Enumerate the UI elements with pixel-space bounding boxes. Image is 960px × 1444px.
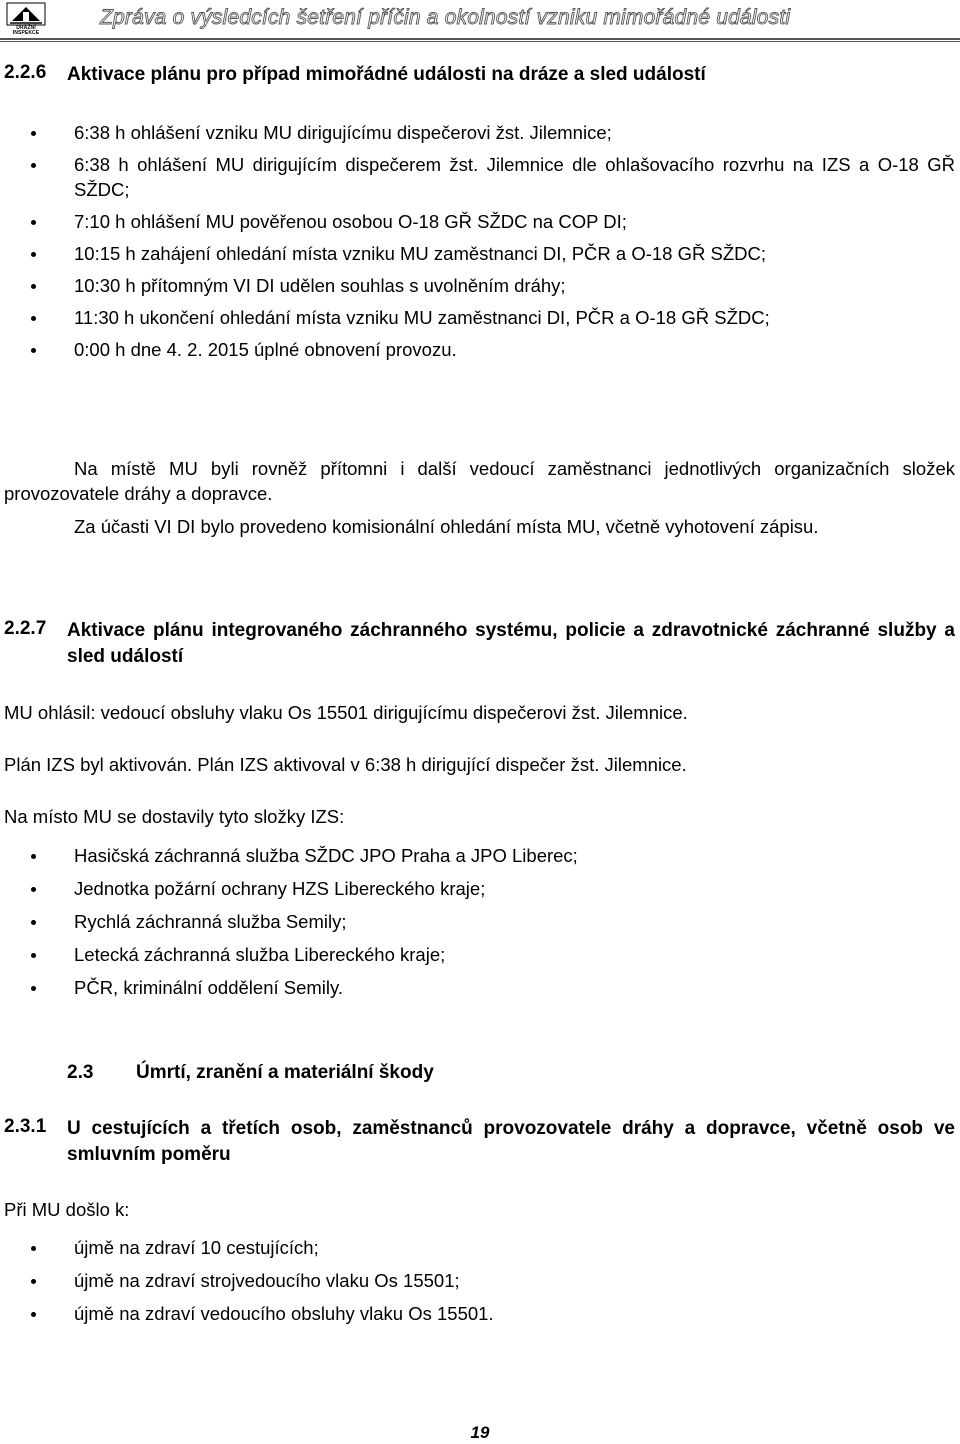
bullet-icon [31, 920, 36, 925]
ies-unit-text: Rychlá záchranná služba Semily; [74, 911, 347, 932]
section-226-title: Aktivace plánu pro případ mimořádné události na dráze a sled událostí [67, 64, 706, 85]
timeline-item-text: 10:15 h zahájení ohledání místa vzniku MU zaměstnanci DI, PČR a O-18 GŘ SŽDC; [74, 243, 766, 264]
logo-text [6, 26, 46, 36]
logo-emblem-icon [6, 2, 46, 26]
drazni-inspekce-logo [6, 2, 46, 36]
bullet-icon [31, 1279, 36, 1284]
section-227-units-intro: Na místo MU se dostavily tyto složky IZS: [4, 806, 345, 827]
ies-unit-item [0, 975, 960, 1000]
timeline-item [0, 209, 960, 234]
section-231-intro: Při MU došlo k: [4, 1199, 130, 1220]
ies-unit-text: PČR, kriminální oddělení Semily. [74, 977, 344, 998]
page-header [0, 0, 960, 42]
injury-item [0, 1301, 960, 1326]
logo-text-line1: DRÁŽNÍ [16, 25, 36, 31]
section-227-reported-by: MU ohlásil: vedoucí obsluhy vlaku Os 15501 dirigujícímu dispečerovi žst. Jilemnice. [4, 702, 688, 723]
timeline-item-text: 6:38 h ohlášení vzniku MU dirigujícímu dispečerovi žst. Jilemnice; [74, 122, 612, 143]
bullet-icon [31, 316, 36, 321]
bullet-icon [31, 1246, 36, 1251]
bullet-icon [31, 887, 36, 892]
section-227-ies-units [0, 843, 960, 1000]
logo-text-line2: INSPEKCE [12, 30, 40, 36]
timeline-item [0, 337, 960, 362]
injury-text: újmě na zdraví strojvedoucího vlaku Os 15501; [74, 1270, 460, 1291]
ies-unit-text: Letecká záchranná služba Libereckého kraje; [74, 944, 446, 965]
section-23-title: Úmrtí, zranění a materiální škody [136, 1062, 434, 1083]
section-231-injuries [0, 1235, 960, 1326]
header-divider [0, 38, 960, 40]
timeline-item [0, 120, 960, 145]
section-231-title: U cestujících a třetích osob, zaměstnanců provozovatele dráhy a dopravce, včetně osob ve smluvním poměru [67, 1118, 955, 1165]
section-227-title: Aktivace plánu integrovaného záchranného systému, policie a zdravotnické záchranné služby a sled událostí [67, 620, 955, 667]
timeline-item-text: 10:30 h přítomným VI DI udělen souhlas s uvolněním dráhy; [74, 275, 566, 296]
timeline-item [0, 305, 960, 330]
bullet-icon [31, 163, 36, 168]
section-226-number: 2.2.6 [4, 62, 47, 83]
bullet-icon [31, 986, 36, 991]
timeline-item [0, 152, 960, 202]
bullet-icon [31, 252, 36, 257]
timeline-item [0, 273, 960, 298]
injury-text: újmě na zdraví 10 cestujících; [74, 1237, 319, 1258]
bullet-icon [31, 131, 36, 136]
ies-unit-item [0, 909, 960, 934]
section-226-timeline [0, 120, 960, 362]
ies-unit-item [0, 843, 960, 868]
header-divider-thin [0, 41, 960, 42]
injury-item [0, 1235, 960, 1260]
bullet-icon [31, 348, 36, 353]
section-226-paragraph-1: Na místě MU byli rovněž přítomni i další vedoucí zaměstnanci jednotlivých organizačních složek provozovatele dráhy a dopravce. [4, 458, 955, 504]
bullet-icon [31, 854, 36, 859]
timeline-item [0, 241, 960, 266]
ies-unit-item [0, 942, 960, 967]
timeline-item-text: 6:38 h ohlášení MU dirigujícím dispečerem žst. Jilemnice dle ohlašovacího rozvrhu na IZS a O-18 GŘ SŽDC; [74, 154, 955, 200]
section-227-plan-activation: Plán IZS byl aktivován. Plán IZS aktivoval v 6:38 h dirigující dispečer žst. Jilemnice. [4, 754, 687, 775]
bullet-icon [31, 220, 36, 225]
injury-text: újmě na zdraví vedoucího obsluhy vlaku Os 15501. [74, 1303, 494, 1324]
section-227-number: 2.2.7 [4, 618, 47, 639]
timeline-item-text: 7:10 h ohlášení MU pověřenou osobou O-18 GŘ SŽDC na COP DI; [74, 211, 627, 232]
page-number: 19 [470, 1423, 490, 1442]
ies-unit-text: Hasičská záchranná služba SŽDC JPO Praha a JPO Liberec; [74, 845, 578, 866]
report-title: Zpráva o výsledcích šetření příčin a okolností vzniku mimořádné události [100, 6, 791, 29]
bullet-icon [31, 284, 36, 289]
bullet-icon [31, 1312, 36, 1317]
section-226-paragraph-2: Za účasti VI DI bylo provedeno komisionální ohledání místa MU, včetně vyhotovení zápisu. [74, 516, 819, 537]
timeline-item-text: 11:30 h ukončení ohledání místa vzniku MU zaměstnanci DI, PČR a O-18 GŘ SŽDC; [74, 307, 770, 328]
section-23-number: 2.3 [67, 1062, 94, 1083]
timeline-item-text: 0:00 h dne 4. 2. 2015 úplné obnovení provozu. [74, 339, 457, 360]
ies-unit-text: Jednotka požární ochrany HZS Libereckého kraje; [74, 878, 486, 899]
bullet-icon [31, 953, 36, 958]
injury-item [0, 1268, 960, 1293]
section-231-number: 2.3.1 [4, 1116, 47, 1137]
ies-unit-item [0, 876, 960, 901]
